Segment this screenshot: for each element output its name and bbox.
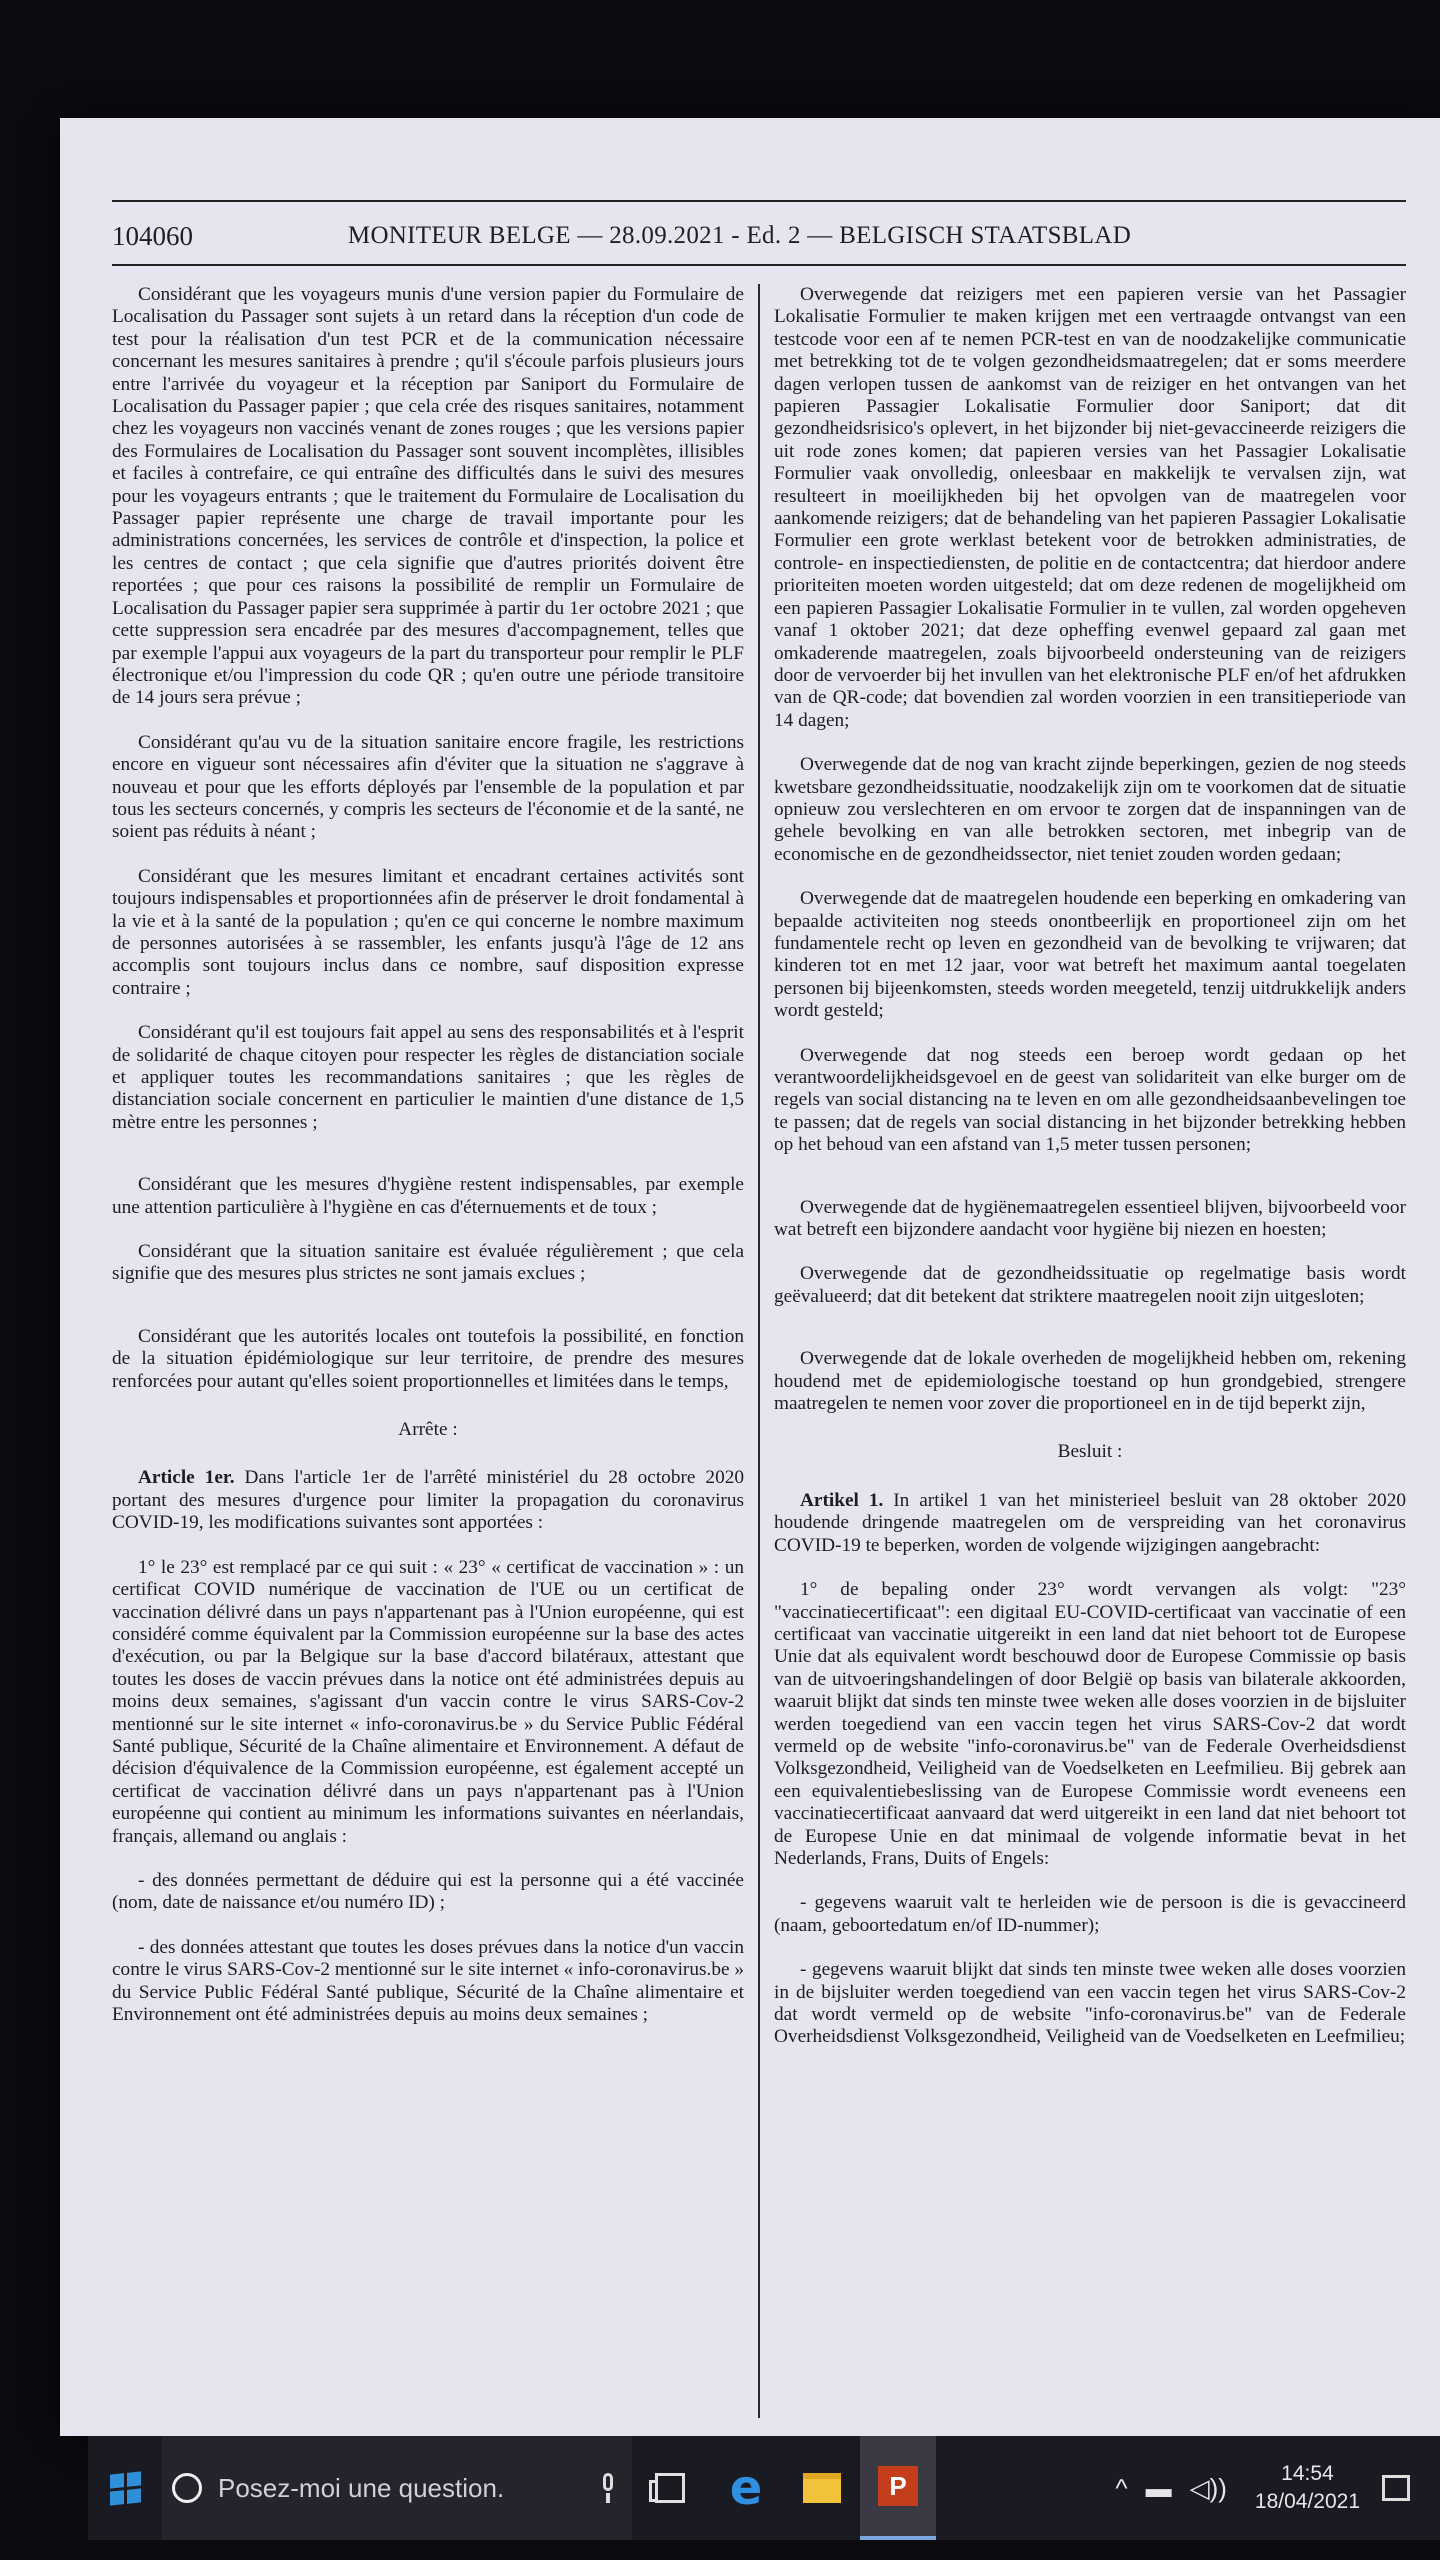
two-column-text	[112, 284, 1406, 2418]
paragraph: 1° le 23° est remplacé par ce qui suit : « 23° « certificat de vaccination » : un certificat COVID numérique de vaccination de l'UE ou un certificat de vaccination délivré dans un pays n'appartenant pas à l'Union européenne, qui est considéré comme équivalent par la Commission européenne sur la base des actes d'exécution, ou par la Belgique sur la base d'accord bilatéraux, attestant que toutes les doses de vaccin prévues dans la notice ont été administrées depuis au moins deux semaines, s'agissant d'un vaccin contre le virus SARS-Cov-2 mentionné sur le site internet « info-coronavirus.be » du Service Public Fédéral Santé publique, Sécurité de la Chaîne alimentaire et Environnement. A défaut de décision d'équivalence de la Commission européenne, est également accepté un certificat de vaccination délivré dans un pays n'appartenant pas à l'Union européenne qui contient au minimum les informations suivantes en néerlandais, français, allemand ou anglais :	[112, 1556, 744, 1847]
clock-time: 14:54	[1281, 2462, 1334, 2485]
taskbar	[88, 2436, 1440, 2540]
masthead: MONITEUR BELGE — 28.09.2021 - Ed. 2 — BELGISCH STAATSBLAD	[347, 222, 1132, 249]
paragraph: - des données attestant que toutes les doses prévues dans la notice d'un vaccin contre le virus SARS-Cov-2 mentionné sur le site internet « info-coronavirus.be » du Service Public Fédéral Santé publique, Sécurité de la Chaîne alimentaire et Environnement ont été administrées depuis au moins deux semaines ;	[112, 1936, 744, 2025]
volume-icon[interactable]: ◁))	[1189, 2472, 1227, 2503]
dutch-column	[760, 284, 1406, 2418]
microphone-icon[interactable]	[600, 2473, 616, 2503]
header-rule	[112, 264, 1406, 266]
paragraph: - des données permettant de déduire qui est la personne qui a été vaccinée (nom, date de naissance et/ou numéro ID) ;	[112, 1869, 744, 1914]
paragraph: Overwegende dat de gezondheidssituatie op regelmatige basis wordt geëvalueerd; dat dit betekent dat striktere maatregelen nooit zijn uitgesloten;	[774, 1263, 1406, 1307]
header-rule	[112, 200, 1406, 202]
system-tray	[1115, 2473, 1241, 2504]
powerpoint-icon: P	[878, 2466, 918, 2506]
edge-icon: e	[729, 2460, 763, 2516]
clock[interactable]	[1255, 2460, 1360, 2516]
paragraph: 1° de bepaling onder 23° wordt vervangen als volgt: "23° "vaccinatiecertificaat": een digitaal EU-COVID-certificaat van vaccinatie of een certificaat van vaccinatie uitgereikt in een land dat niet behoort tot de Europese Unie dat als equivalent wordt beschouwd door de Europese Commissie op basis van de uitvoeringshandelingen of door België op basis van bilaterale akkoorden, waaruit blijkt dat sinds ten minste twee weken alle doses voorzien in de bijsluiter werden toegediend van een vaccin tegen het virus SARS-Cov-2 dat wordt vermeld op de website "info-coronavirus.be" van de Federale Overheidsdienst Volksgezondheid, Veiligheid van de Voedselketen en Leefmilieu. Bij gebrek aan een equivalentiebeslissing van de Europese Commissie wordt eveneens een vaccinatiecertificaat aanvaard dat werd uitgereikt in een land dat niet behoort tot de Europese Unie en dat minimaal de volgende informatie bevat in het Nederlands, Frans, Duits of Engels:	[774, 1579, 1406, 1869]
french-column	[112, 284, 758, 2418]
paragraph: Overwegende dat de hygiënemaatregelen essentieel blijven, bijvoorbeeld voor wat betreft een bijzondere aandacht voor hygiëne bij niezen en hoesten;	[774, 1196, 1406, 1241]
file-explorer-button[interactable]	[784, 2436, 860, 2540]
article-paragraph	[774, 1490, 1406, 1557]
edge-button[interactable]	[708, 2436, 784, 2540]
notification-icon[interactable]	[1382, 2475, 1410, 2501]
article-label: Artikel 1.	[800, 1489, 884, 1511]
article-paragraph	[112, 1467, 744, 1534]
paragraph: Considérant que la situation sanitaire est évaluée régulièrement ; que cela signifie que des mesures plus strictes ne sont jamais exclues ;	[112, 1241, 744, 1285]
paragraph: - gegevens waaruit valt te herleiden wie de persoon is die is gevaccineerd (naam, geboortedatum en/of ID-nummer);	[774, 1892, 1406, 1936]
task-view-button[interactable]	[632, 2436, 708, 2540]
search-placeholder: Posez-moi une question.	[218, 2472, 505, 2503]
paragraph: Considérant que les mesures limitant et encadrant certaines activités sont toujours indispensables et proportionnées afin de préserver le droit fondamental à la vie et à la santé de la population ; qu'en ce qui concerne le nombre maximum de personnes autorisées à se rassembler, les enfants jusqu'à l'âge de 12 ans accomplis sont toujours inclus dans ce nombre, sauf disposition expresse contraire ;	[112, 865, 744, 999]
clock-date: 18/04/2021	[1254, 2490, 1360, 2513]
paragraph: Overwegende dat de lokale overheden de mogelijkheid hebben om, rekening houdend met de epidemiologische toestand op hun grondgebied, strengere maatregelen te nemen voor zover die proportioneel en in de tijd beperkt zijn,	[774, 1348, 1406, 1415]
document-page	[60, 118, 1440, 2436]
powerpoint-button[interactable]	[860, 2436, 936, 2540]
network-icon[interactable]: ▬	[1145, 2472, 1172, 2503]
page-header	[112, 214, 1406, 258]
chevron-up-icon[interactable]: ^	[1115, 2472, 1128, 2503]
file-explorer-icon	[803, 2473, 841, 2503]
page-number: 104060	[112, 220, 193, 251]
paragraph: - gegevens waaruit blijkt dat sinds ten minste twee weken alle doses voorzien in de bijsluiter werden toegediend van een vaccin tegen het virus SARS-Cov-2 dat wordt vermeld op de website "info-coronavirus.be" van de Federale Overheidsdienst Volksgezondheid, Veiligheid van de Voedselketen en Leefmilieu;	[774, 1959, 1406, 2048]
start-button[interactable]	[88, 2436, 162, 2540]
arrete-heading: Arrête :	[398, 1419, 458, 1441]
windows-icon	[110, 2471, 141, 2505]
search-box[interactable]	[162, 2436, 632, 2540]
paragraph: Overwegende dat reizigers met een papieren versie van het Passagier Lokalisatie Formulier te maken krijgen met een vertraagde ontvangst van een testcode voor een af te nemen PCR-test en van de noodzakelijke communicatie met betrekking tot de te volgen gezondheidsmaatregelen; dat er soms meerdere dagen verlopen tussen de aankomst van de reiziger en het ontvangen van het papieren Passagier Lokalisatie Formulier door Saniport; dat dit gezondheidsrisico's oplevert, in het bijzonder bij niet-gevaccineerde reizigers die uit rode zones komen; dat papieren versies van het Passagier Lokalisatie Formulier vaak onvolledig, onleesbaar en makkelijk te vervalsen zijn, wat resulteert in moeilijkheden bij het opvolgen van de maatregelen voor aankomende reizigers; dat de behandeling van het papieren Passagier Lokalisatie Formulier een grote werklast betekent voor de betrokken administraties, de controle- en inspectiediensten, de politie en de contactcentra; dat hierdoor andere prioriteiten moeten worden uitgesteld; dat om deze redenen de mogelijkheid om een papieren Passagier Lokalisatie Formulier in te vullen, zal worden opgeheven vanaf 1 oktober 2021; dat deze opheffing evenwel gepaard zal gaan met omkaderende maatregelen, zoals bijvoorbeeld ondersteuning van de reizigers door de vervoerder bij het invullen van het elektronische PLF en/of het afdrukken van de QR-code; dat bovendien zal worden voorzien in een transitieperiode van 14 dagen;	[774, 284, 1406, 731]
paragraph: Considérant que les voyageurs munis d'une version papier du Formulaire de Localisation du Passager sont sujets à un retard dans la réception d'un code de test pour la réalisation d'un test PCR et de la communication nécessaire concernant les mesures sanitaires à prendre ; qu'il s'écoule parfois plusieurs jours entre l'arrivée du voyageur et la réception par Saniport du Formulaire de Localisation du Passager papier ; que cela crée des risques sanitaires, notamment chez les voyageurs non vaccinés venant de zones rouges ; que les versions papier des Formulaires de Localisation du Passager sont souvent incomplètes, illisibles et faciles à contrefaire, ce qui entraîne des difficultés dans le suivi des mesures pour les voyageurs entrants ; que le traitement du Formulaire de Localisation du Passager papier représente une charge de travail importante pour les administrations concernées, les services de contrôle et d'inspection, la police et les centres de contact ; que cela signifie que d'autres priorités doivent être reportées ; que pour ces raisons la possibilité de remplir un Formulaire de Localisation du Passager papier sera supprimée à partir du 1er octobre 2021 ; que cette suppression sera encadrée par des mesures d'accompagnement, telles que par exemple l'appui aux voyageurs de la part du transporteur pour remplir le PLF électronique et/ou l'impression du code QR ; qu'en outre une période transitoire de 14 jours sera prévue ;	[112, 284, 744, 709]
cortana-icon	[172, 2473, 202, 2503]
paragraph: Considérant qu'au vu de la situation sanitaire encore fragile, les restrictions encore en vigueur sont nécessaires afin d'éviter que la situation ne s'aggrave à nouveau et pour que les efforts déployés par l'ensemble de la population et par tous les secteurs concernés, y compris les secteurs de l'économie et de la santé, ne soient pas réduits à néant ;	[112, 731, 744, 843]
paragraph: Considérant qu'il est toujours fait appel au sens des responsabilités et à l'esprit de solidarité de chaque citoyen pour respecter les règles de distanciation sociale et appliquer toutes les recommandations sanitaires ; que les règles de distanciation sociale concernent en particulier le maintien d'une distance de 1,5 mètre entre les personnes ;	[112, 1022, 744, 1133]
paragraph: Overwegende dat nog steeds een beroep wordt gedaan op het verantwoordelijkheidsgevoel en de geest van solidariteit van elke burger om de regels van social distancing na te leven en om alle gezondheidsaanbevelingen toe te passen; dat de regels van social distancing in het bijzonder betrekking hebben op het behoud van een afstand van 1,5 meter tussen personen;	[774, 1044, 1406, 1156]
paragraph: Considérant que les autorités locales ont toutefois la possibilité, en fonction de la situation épidémiologique sur leur territoire, de prendre des mesures renforcées pour autant qu'elles soient proportionnelles et limitées dans le temps,	[112, 1325, 744, 1392]
besluit-heading: Besluit :	[1057, 1441, 1123, 1463]
article-label: Article 1er.	[138, 1467, 235, 1489]
article-text: Dans l'article 1er de l'arrêté ministériel du 28 octobre 2020 portant des mesures d'urgence pour limiter la propagation du coronavirus COVID-19, les modifications suivantes sont apportées :	[112, 1467, 744, 1534]
paragraph: Considérant que les mesures d'hygiène restent indispensables, par exemple une attention particulière à l'hygiène en cas d'éternuements et de toux ;	[112, 1174, 744, 1218]
article-text: In artikel 1 van het ministerieel besluit van 28 oktober 2020 houdende dringende maatregelen om de verspreiding van het coronavirus COVID-19 te beperken, worden de volgende wijzigingen aangebracht:	[774, 1489, 1406, 1556]
paragraph: Overwegende dat de nog van kracht zijnde beperkingen, gezien de nog steeds kwetsbare gezondheidssituatie, noodzakelijk zijn om te voorkomen dat de situatie opnieuw zou verslechteren en om ervoor te zorgen dat de inspanningen van de gehele bevolking en van alle betrokken sectoren, met inbegrip van de economische en de gezondheidssector, niet teniet zouden worden gedaan;	[774, 754, 1406, 865]
task-view-icon	[655, 2473, 685, 2503]
paragraph: Overwegende dat de maatregelen houdende een beperking en omkadering van bepaalde activiteiten nog steeds onontbeerlijk en proportioneel zijn om het fundamentele recht op leven en gezondheid van de bevolking te vrijwaren; dat kinderen tot en met 12 jaar, voor wat betreft het maximum aantal toegelaten personen bij bijeenkomsten, steeds worden meegeteld, tenzij uitdrukkelijk anders wordt gesteld;	[774, 888, 1406, 1022]
